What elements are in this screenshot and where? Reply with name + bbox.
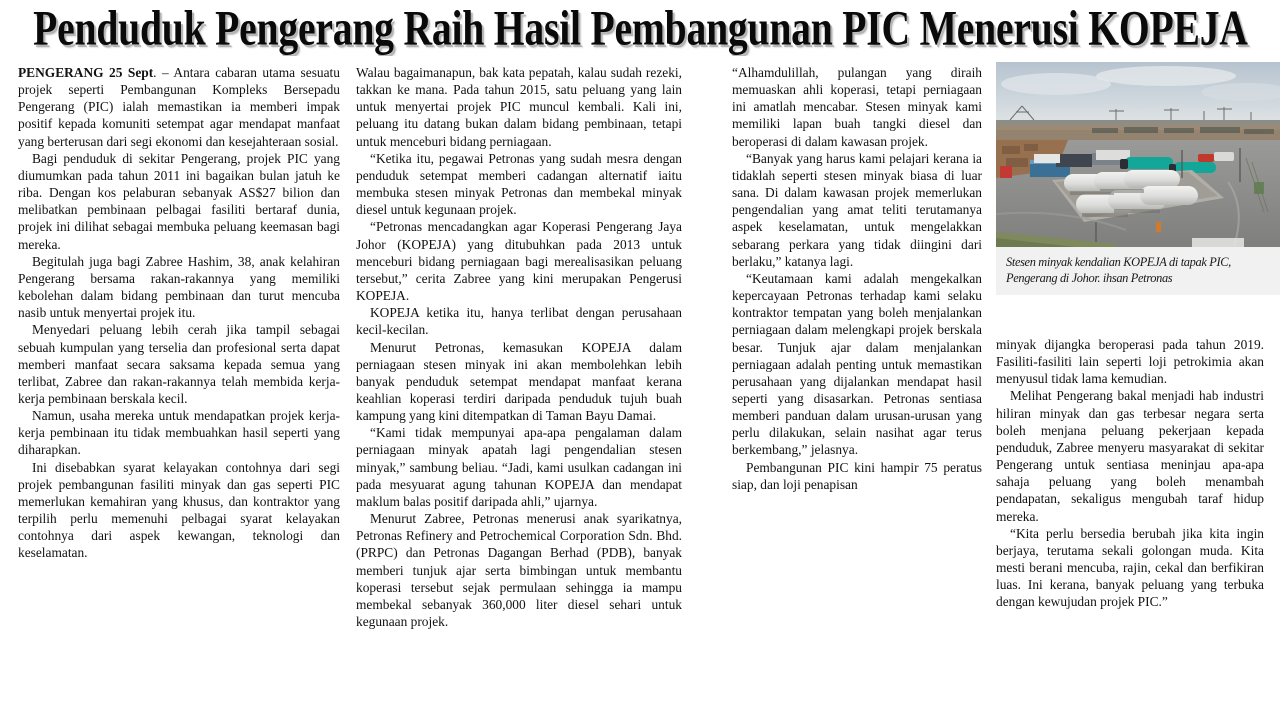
paragraph: “Kami tidak mempunyai apa-apa pengalaman dalam perniagaan minyak apatah lagi pengendalian stesen minyak,” sambung beliau. “Jadi, kami usulkan cadangan ini pada mesyuarat agung tahunan KOPEJA dan mendapat maklum balas positif daripada ahli,” ujarnya.: [356, 425, 682, 509]
paragraph: Bagi penduduk di sekitar Pengerang, projek PIC yang diumumkan pada tahun 2011 ini bagaikan bulan jatuh ke riba. Dengan kos pelaburan sebanyak AS$27 bilion dan melibatkan pembinaan pelbagai fasiliti bertaraf dunia, projek ini dilihat sebagai membuka peluang keemasan bagi mereka.: [18, 150, 340, 252]
paragraph: Ini disebabkan syarat kelayakan contohnya dari segi projek pembangunan fasiliti minyak dan gas seperti PIC memerlukan kemahiran yang khusus, dan kontraktor yang terpilih perlu memenuhi pelbagai syarat kelayakan contohnya dari aspek kewangan, teknologi dan keselamatan.: [18, 459, 340, 561]
photo-illustration: [996, 62, 1280, 247]
paragraph: KOPEJA ketika itu, hanya terlibat dengan perusahaan kecil-kecilan.: [356, 305, 682, 338]
paragraph: “Keutamaan kami adalah mengekalkan kepercayaan Petronas terhadap kami selaku kontraktor tempatan yang boleh menjalankan perniagaan dalam melengkapi projek berskala besar. Tunjuk ajar dalam menjalankan perniagaan adalah penting untuk memastikan perusahaan yang dijalankan mendapat hasil seperti yang disasarkan. Petronas sentiasa memberi panduan dalam urusan-urusan yang perlu dilakukan, selain nasihat agar terus berkembang,” jelasnya.: [732, 270, 982, 458]
paragraph: Melihat Pengerang bakal menjadi hab industri hiliran minyak dan gas terbesar negara serta boleh menjana peluang pekerjaan kepada penduduk, Zabree menyeru masyarakat di sekitar Pengerang untuk sentiasa meninjau apa-apa sahaja peluang yang boleh menambah pendapatan, sekaligus mengubah taraf hidup mereka.: [996, 388, 1264, 524]
photo-block: [996, 62, 1280, 295]
article-column-2: [356, 64, 682, 630]
paragraph: “Ketika itu, pegawai Petronas yang sudah mesra dengan penduduk setempat memberi cadangan alternatif iaitu membuka stesen minyak Petronas dan membekal minyak diesel untuk kegunaan projek.: [356, 150, 682, 218]
article-column-1: [18, 64, 340, 562]
article-column-4: [996, 336, 1264, 611]
paragraph: “Banyak yang harus kami pelajari kerana ia tidaklah seperti stesen minyak biasa di luar sana. Di dalam kawasan projek memerlukan pengendalian yang amat teliti terutamanya aspek keselamatan, untuk mengelakkan sebarang perkara yang tidak diingini dari berlaku,” katanya lagi.: [732, 150, 982, 269]
paragraph: Menurut Petronas, kemasukan KOPEJA dalam perniagaan stesen minyak ini akan membolehkan lebih banyak penduduk setempat mendapat manfaat kerana keahlian koperasi terdiri daripada penduduk tujuh buah kampung yang kini ditempatkan di Taman Bayu Damai.: [356, 339, 682, 424]
paragraph: “Alhamdulillah, pulangan yang diraih memuaskan ahli koperasi, tetapi perniagaan ini amatlah mencabar. Stesen minyak kami memiliki lapan buah tangki diesel dan beroperasi di dalam kawasan projek.: [732, 65, 982, 149]
paragraph: “Petronas mencadangkan agar Koperasi Pengerang Jaya Johor (KOPEJA) yang ditubuhkan pada 2013 untuk menceburi bidang perniagaan bagi merealisasikan peluang tersebut,” cerita Zabree yang kini merupakan Pengerusi KOPEJA.: [356, 219, 682, 304]
aerial-photo-fuel-depot: [996, 62, 1280, 247]
paragraph: Walau bagaimanapun, bak kata pepatah, kalau sudah rezeki, takkan ke mana. Pada tahun 2015, satu peluang yang lain untuk menyertai projek PIC muncul kembali. Kali ini, peluang itu datang bukan dalam bidang pembinaan, tetapi untuk menceburi bidang perniagaan.: [356, 65, 682, 149]
paragraph: Namun, usaha mereka untuk mendapatkan projek kerja-kerja pembinaan itu tidak membuahkan hasil seperti yang diharapkan.: [18, 408, 340, 458]
article-headline: Penduduk Pengerang Raih Hasil Pembangunan PIC Menerusi KOPEJA: [32, 0, 1248, 56]
paragraph: Begitulah juga bagi Zabree Hashim, 38, anak kelahiran Pengerang bersama rakan-rakannya yang memiliki kebolehan dalam bidang pembinaan dan turut mencuba nasib untuk menyertai projek itu.: [18, 253, 340, 321]
paragraph: Menyedari peluang lebih cerah jika tampil sebagai sebuah kumpulan yang terselia dan profesional serta dapat memberi manfaat secara saksama kepada semua yang terlibat, Zabree dan rakan-rakannya telah membida kerja-kerja pembinaan berskala kecil.: [18, 322, 340, 406]
photo-caption: Stesen minyak kendalian KOPEJA di tapak PIC, Pengerang di Johor. ihsan Petronas: [996, 247, 1280, 295]
headline-banner: [0, 0, 1280, 56]
paragraph: Menurut Zabree, Petronas menerusi anak syarikatnya, Petronas Refinery and Petrochemical Corporation Sdn. Bhd. (PRPC) dan Petronas Dagangan Berhad (PDB), banyak memberi tunjuk ajar serta bimbingan untuk membantu koperasi tersebut sejak permulaan sehingga ia mampu membekal sebanyak 360,000 liter diesel sehari untuk kegunaan projek.: [356, 511, 682, 629]
paragraph: “Kita perlu bersedia berubah jika kita ingin berjaya, terutama sekali golongan muda. Kita mesti berani mencuba, rajin, cekal dan berfikiran luas. Ini kerana, banyak peluang yang terbuka dengan kewujudan projek PIC.”: [996, 525, 1264, 610]
article-column-3: [732, 64, 982, 493]
paragraph: PENGERANG 25 Sept. – Antara cabaran utama sesuatu projek seperti Pembangunan Kompleks Bersepadu Pengerang (PIC) ialah memastikan ia memberi impak positif kepada komuniti setempat agar mendapat manfaat yang berterusan dari segi ekonomi dan kesejahteraan sosial.: [18, 65, 340, 149]
paragraph: Pembangunan PIC kini hampir 75 peratus siap, dan loji penapisan: [732, 459, 982, 492]
paragraph: minyak dijangka beroperasi pada tahun 2019. Fasiliti-fasiliti lain seperti loji petrokimia akan menyusul tidak lama kemudian.: [996, 337, 1264, 387]
